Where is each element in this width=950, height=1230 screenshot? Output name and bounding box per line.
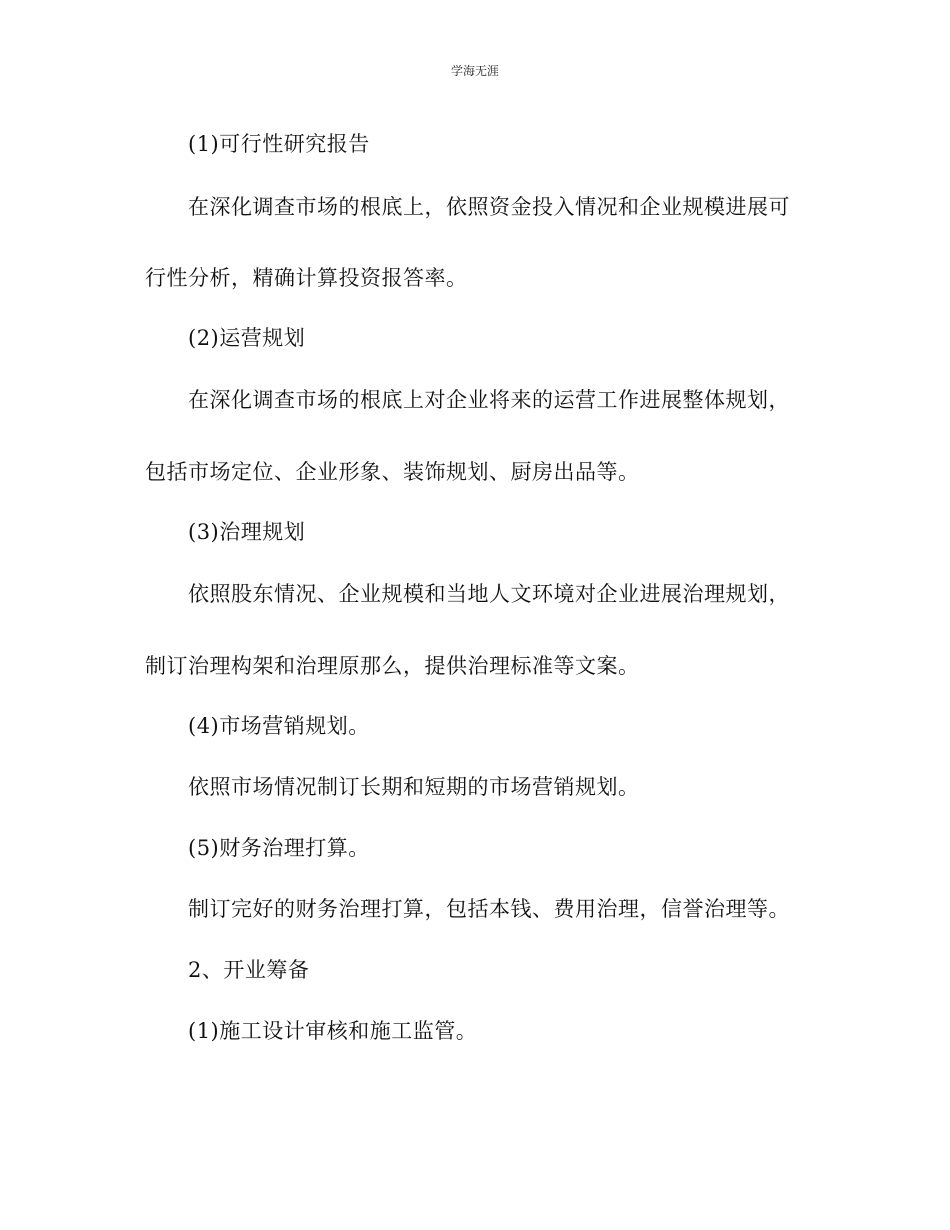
paragraph-line: 制订完好的财务治理打算，包括本钱、费用治理，信誉治理等。 <box>188 897 790 921</box>
paragraph-line: 在深化调查市场的根底上对企业将来的运营工作进展整体规划， <box>188 388 790 412</box>
paragraph-line: 包括市场定位、企业形象、装饰规划、厨房出品等。 <box>145 460 640 484</box>
paragraph-line: 制订治理构架和治理原那么，提供治理标准等文案。 <box>145 654 640 678</box>
section-heading-marketing: (4)市场营销规划。 <box>188 714 370 738</box>
paragraph-line: 依照股东情况、企业规模和当地人文环境对企业进展治理规划， <box>188 582 790 606</box>
section-heading-operations: (2)运营规划 <box>188 326 306 350</box>
section-heading-feasibility: (1)可行性研究报告 <box>188 132 370 156</box>
paragraph-line: 在深化调查市场的根底上，依照资金投入情况和企业规模进展可 <box>188 195 790 219</box>
section-heading-management: (3)治理规划 <box>188 520 306 544</box>
section-heading-construction: (1)施工设计审核和施工监管。 <box>188 1019 478 1043</box>
paragraph-line: 行性分析，精确计算投资报答率。 <box>145 266 468 290</box>
section-heading-finance: (5)财务治理打算。 <box>188 836 370 860</box>
section-heading-preparation: 2、开业筹备 <box>188 958 310 982</box>
paragraph-line: 依照市场情况制订长期和短期的市场营销规划。 <box>188 775 640 799</box>
page-header: 学海无涯 <box>450 64 499 78</box>
